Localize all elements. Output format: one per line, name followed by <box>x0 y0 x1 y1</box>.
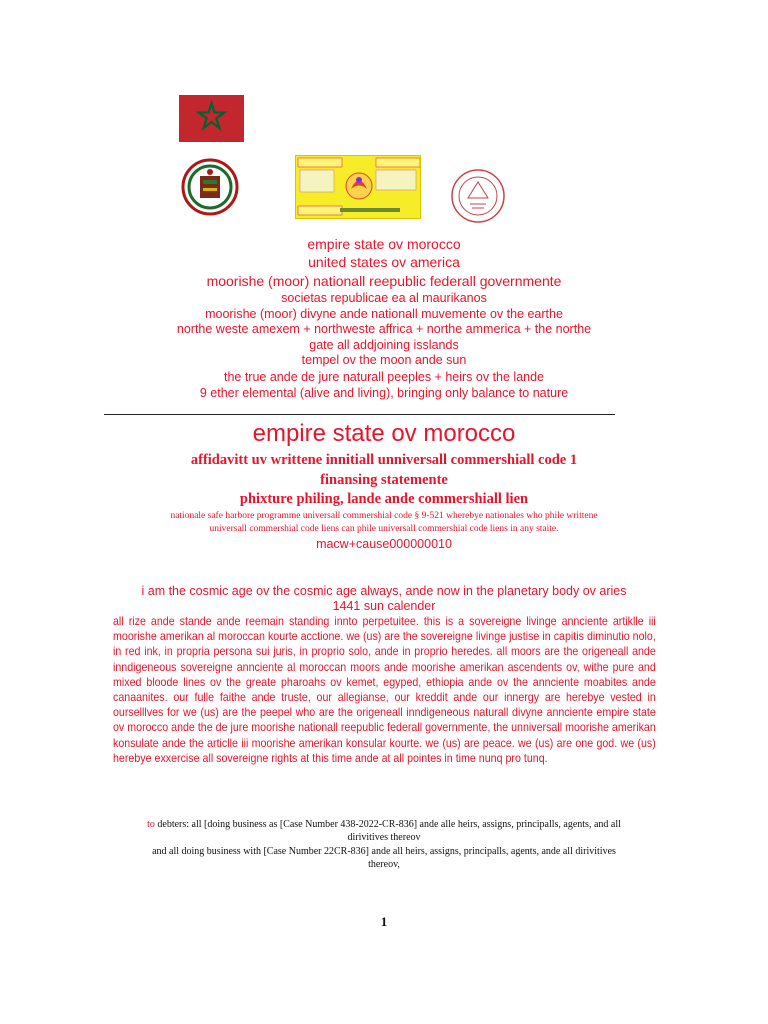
debtors-line-4: thereov, <box>368 859 400 870</box>
state-seal-right <box>450 168 506 224</box>
document-subtitle-3: phixture philing, lande ande commershiall lien <box>239 491 529 507</box>
intro-line-1: i am the cosmic age ov the cosmic age always, ande now in the planetary body ov aries <box>141 584 627 598</box>
debtors-line-1 <box>100 818 668 831</box>
header-line-2: united states ov america <box>308 254 460 270</box>
morocco-flag <box>179 95 244 142</box>
moorish-seal-left <box>181 158 239 216</box>
header-line-5: moorishe (moor) divyne ande nationall muvemente ov the earthe <box>205 307 563 321</box>
green-star-icon <box>179 95 244 142</box>
header-line-1: empire state ov morocco <box>307 236 461 252</box>
cause-reference: macw+cause000000010 <box>316 537 452 551</box>
header-line-9: the true ande de jure naturall peeples + heirs ov the lande <box>223 370 544 384</box>
header-line-8: tempel ov the moon ande sun <box>301 353 467 367</box>
debtors-text-1: debters: all [doing business as [Case Number 438-2022-CR-836] ande alle heirs, assigns, principalls, agents, and all <box>154 819 621 830</box>
document-title: empire state ov morocco <box>252 420 516 447</box>
currency-banner-image <box>295 155 421 219</box>
header-line-4: societas republicae ea al maurikanos <box>281 291 487 305</box>
intro-line-2: 1441 sun calender <box>332 599 436 613</box>
document-subtitle-2: finansing statemente <box>320 472 448 488</box>
body-paragraph: all rize ande stande ande reemain standing innto perpetuitee. this is a sovereigne livinge annciente artiklle iii moorishe amerikan al moroccan kourte acctione. we (us) are the sovereigne livinge justise in capitis diminutio nolo, in red ink, in propria persona sui juris, in proprio solo, ande in proprio heredes. all moors are the origeneall ande inndigeneous sovereigne annciente al moroccan moors ande moorishe amerikan ascendents ov, withe pure and mixed bloode lines ov the greate pharoahs ov kemet, egyped, ethiopia ande ov the annciente moabites ande canaanites. our fulle faithe ande truste, our allegianse, our kreddit ande our innergy are herebye vested in ourselllves for we (us) are the peepel who are the origeneall inndigeneous naturall divyne annciente empire state ov morocco ande the de jure moorishe nationall reepublic federall governmente, the unniversall moorishe amerikan konsulate ande the articlle iii moorishe amerikan konsular kourte. we (us) are peace. we (us) are one god. we (us) herebye exxercise all sovereigne rights at this time ande at all pointes in time nunq pro tunq. <box>113 615 656 765</box>
document-subtitle-1: affidavitt uv writtene innitiall unniversall commershiall code 1 <box>190 452 578 468</box>
header-line-7: gate all addjoining isslands <box>309 338 459 352</box>
debtors-line-2: dirivitives thereov <box>347 832 421 843</box>
to-word: to <box>147 819 155 830</box>
debtors-line-3: and all doing business with [Case Number 22CR-836] ande all heirs, assigns, principalls, agents, ande all dirivitives <box>152 846 616 857</box>
safe-harbor-line-1: nationale safe harbore programme universall commershial code § 9-521 wherebye nationales who phile writtene <box>170 511 598 521</box>
header-line-10: 9 ether elemental (alive and living), bringing only balance to nature <box>199 386 569 400</box>
header-line-3: moorishe (moor) nationall reepublic federall governmente <box>206 273 562 289</box>
safe-harbor-line-2: universall commershial code liens can phile universall commershial code liens in any staite. <box>209 524 559 534</box>
page-number: 1 <box>380 914 388 929</box>
header-line-6: northe weste amexem + northweste affrica + northe ammerica + the northe <box>176 322 592 336</box>
horizontal-rule <box>104 414 615 415</box>
